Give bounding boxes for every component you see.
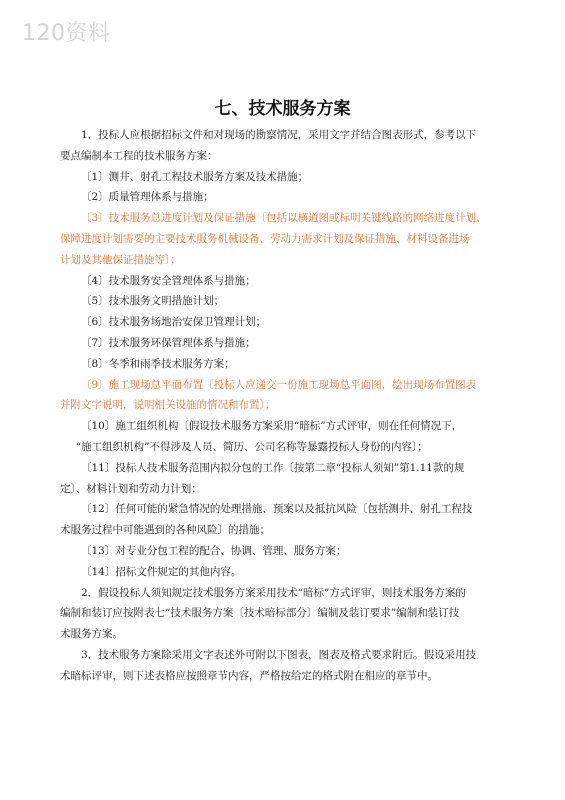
- list-item-2: 〔2〕质量管理体系与措施；: [81, 191, 214, 204]
- paragraph-2-line1: 2．假设投标人须知规定技术服务方案采用技术“暗标”方式评审，则技术服务方案的: [81, 586, 466, 599]
- list-item-1: 〔1〕测井、射孔工程技术服务方案及技术措施；: [81, 170, 309, 183]
- list-item-11-line2: 定〕、材料计划和劳动力计划；: [60, 482, 202, 495]
- list-item-14: 〔14〕招标文件规定的其他内容。: [81, 565, 242, 578]
- list-item-3-line2: 保障进度计划需要的主要技术服务机械设备、劳动力需求计划及保证措施、材料设备进场: [60, 232, 470, 245]
- list-item-6: 〔6〕技术服务场地治安保卫管理计划；: [81, 316, 267, 329]
- document-body: [60, 125, 500, 687]
- intro-paragraph-line2: 要点编制本工程的技术服务方案：: [60, 149, 218, 162]
- list-item-5: 〔5〕技术服务文明措施计划；: [81, 295, 225, 308]
- page-title: 七、技术服务方案: [214, 99, 351, 119]
- list-item-7: 〔7〕技术服务环保管理体系与措施；: [81, 336, 256, 349]
- list-item-12-line1: 〔12〕任何可能的紧急情况的处理措施、预案以及抵抗风险〔包括测井、射孔工程技: [81, 503, 473, 516]
- paragraph-2-line2: 编制和装订应按附表七“技术服务方案〔技术暗标部分〕编制及装订要求”编制和装订技: [60, 607, 460, 620]
- list-item-11-line1: 〔11〕投标人技术服务范围内拟分包的工作〔按第二章“投标人须知”第1.11款的规: [81, 461, 465, 474]
- list-item-13: 〔13〕对专业分包工程的配合、协调、管理、服务方案；: [81, 544, 347, 557]
- list-item-10-line1: 〔10〕施工组织机构〔假设技术服务方案采用“暗标”方式评审，则在任何情况下，: [81, 420, 463, 433]
- list-item-9-line2: 并附文字说明，说明相关设施的情况和布置〕；: [60, 399, 276, 412]
- list-item-3-line1: 〔3〕技术服务总进度计划及保证措施〔包括以横道图或标明关键线路的网络进度计划、: [81, 212, 487, 225]
- watermark-logo: 120资料: [22, 21, 111, 46]
- list-item-12-line2: 术服务过程中可能遇到的各种风险〕的措施；: [60, 524, 270, 537]
- list-item-10-line2: “施工组织机构”不得涉及人员、简历、公司名称等暴露投标人身份的内容〕；: [75, 440, 428, 453]
- paragraph-2-line3: 术服务方案。: [60, 628, 123, 641]
- list-item-9-line1: 〔9〕施工现场总平面布置〔投标人应递交一份施工现场总平面图，绘出现场布置图表: [81, 378, 477, 391]
- list-item-4: 〔4〕技术服务安全管理体系与措施；: [81, 274, 256, 287]
- paragraph-3-line2: 术暗标评审，则下述表格应按照章节内容，严格按给定的格式附在相应的章节中。: [60, 669, 438, 682]
- intro-paragraph-line1: 1．投标人应根据招标文件和对现场的勘察情况，采用文字并结合图表形式，参考以下: [81, 129, 477, 141]
- list-item-3-line3: 计划及其他保证措施等〕；: [60, 253, 181, 266]
- list-item-8: 〔8〕冬季和雨季技术服务方案；: [81, 357, 235, 370]
- paragraph-3-line1: 3．技术服务方案除采用文字表述外可附以下图表，图表及格式要求附后。假设采用技: [81, 648, 477, 661]
